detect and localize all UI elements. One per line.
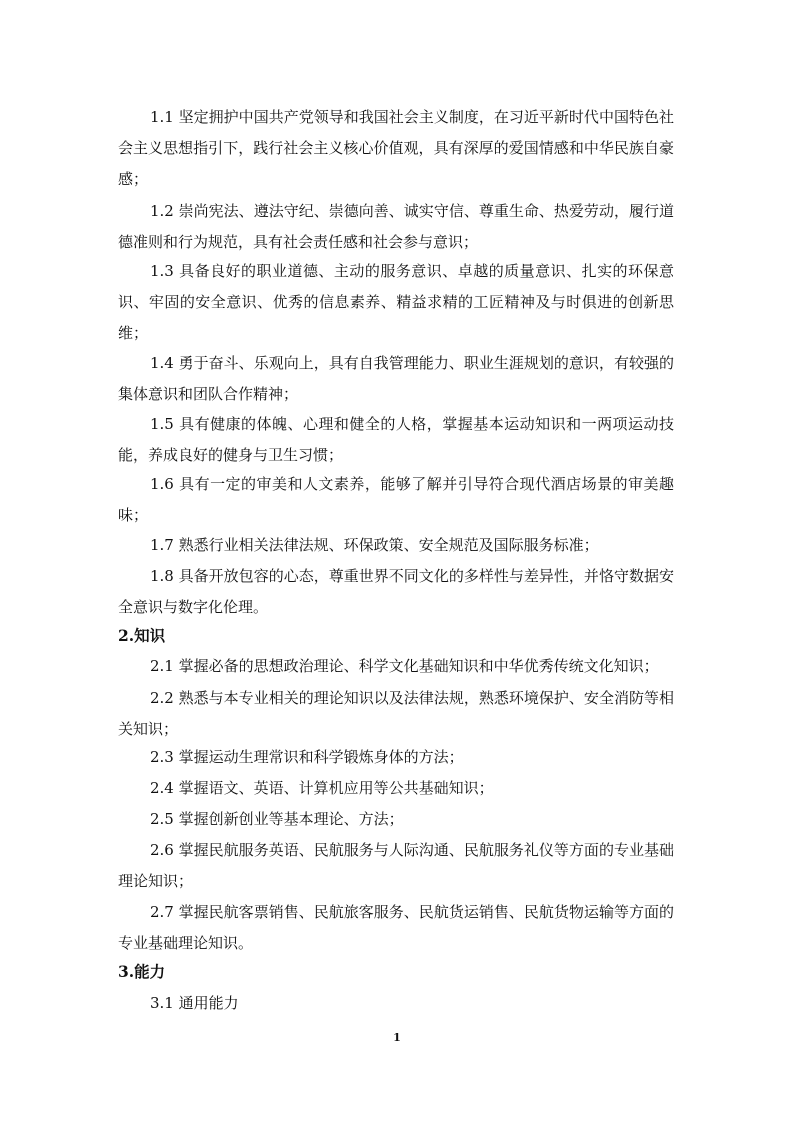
paragraph-1-3: 1.3 具备良好的职业道德、主动的服务意识、卓越的质量意识、扎实的环保意识、牢固的安全意识、优秀的信息素养、精益求精的工匠精神及与时俱进的创新思维； — [118, 262, 674, 342]
paragraph-1-4: 1.4 勇于奋斗、乐观向上，具有自我管理能力、职业生涯规划的意识，有较强的集体意识和团队合作精神； — [118, 354, 674, 403]
paragraph-3-1: 3.1 通用能力 — [150, 994, 239, 1012]
paragraph-1-7: 1.7 熟悉行业相关法律法规、环保政策、安全规范及国际服务标准； — [150, 536, 599, 554]
paragraph-1-1: 1.1 坚定拥护中国共产党领导和我国社会主义制度，在习近平新时代中国特色社会主义思想指引下，践行社会主义核心价值观，具有深厚的爱国情感和中华民族自豪感； — [118, 108, 674, 188]
section-heading-ability: 3.能力 — [118, 962, 166, 981]
paragraph-2-3: 2.3 掌握运动生理常识和科学锻炼身体的方法； — [150, 748, 464, 766]
paragraph-1-2: 1.2 崇尚宪法、遵法守纪、崇德向善、诚实守信、尊重生命、热爱劳动，履行道德准则和行为规范，具有社会责任感和社会参与意识； — [118, 202, 674, 251]
paragraph-2-4: 2.4 掌握语文、英语、计算机应用等公共基础知识； — [150, 779, 494, 797]
paragraph-2-1: 2.1 掌握必备的思想政治理论、科学文化基础知识和中华优秀传统文化知识； — [150, 657, 659, 675]
section-heading-knowledge: 2.知识 — [118, 626, 166, 645]
paragraph-1-6: 1.6 具有一定的审美和人文素养，能够了解并引导符合现代酒店场景的审美趣味； — [118, 475, 674, 524]
paragraph-2-2: 2.2 熟悉与本专业相关的理论知识以及法律法规，熟悉环境保护、安全消防等相关知识； — [118, 689, 674, 738]
paragraph-1-8: 1.8 具备开放包容的心态，尊重世界不同文化的多样性与差异性，并恪守数据安全意识与数字化伦理。 — [118, 567, 674, 616]
page-number: 1 — [393, 1031, 401, 1044]
paragraph-2-5: 2.5 掌握创新创业等基本理论、方法； — [150, 810, 404, 828]
paragraph-2-6: 2.6 掌握民航服务英语、民航服务与人际沟通、民航服务礼仪等方面的专业基础理论知识； — [118, 841, 674, 890]
paragraph-1-5: 1.5 具有健康的体魄、心理和健全的人格，掌握基本运动知识和一两项运动技能，养成良好的健身与卫生习惯； — [118, 415, 674, 464]
paragraph-2-7: 2.7 掌握民航客票销售、民航旅客服务、民航货运销售、民航货物运输等方面的专业基础理论知识。 — [118, 903, 674, 952]
